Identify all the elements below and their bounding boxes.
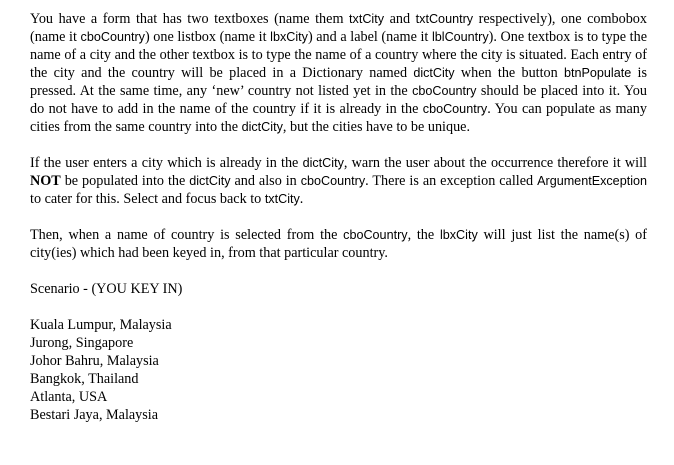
code-term: dictCity bbox=[302, 156, 344, 170]
code-term: dictCity bbox=[241, 120, 283, 134]
text: respectively), one combobox (name it bbox=[30, 11, 647, 45]
text: , warn the user about the occurrence therefore it will bbox=[343, 155, 647, 171]
code-term: cboCountry bbox=[343, 228, 408, 242]
list-item: Jurong, Singapore bbox=[30, 335, 134, 351]
scenario-list bbox=[30, 316, 647, 424]
code-term: dictCity bbox=[413, 66, 455, 80]
code-term: lblCountry bbox=[431, 30, 489, 44]
paragraph-duplicate-warning bbox=[30, 154, 647, 208]
code-term: cboCountry bbox=[422, 102, 488, 116]
text: Then, when a name of country is selected from the bbox=[30, 227, 344, 243]
code-term: ArgumentException bbox=[537, 174, 648, 188]
list-item: Kuala Lumpur, Malaysia bbox=[30, 317, 172, 333]
bold-emphasis: NOT bbox=[30, 173, 61, 189]
paragraph-country-selection bbox=[30, 226, 647, 262]
list-item: Johor Bahru, Malaysia bbox=[30, 353, 159, 369]
list-item: Bangkok, Thailand bbox=[30, 371, 139, 387]
code-term: lbxCity bbox=[439, 228, 478, 242]
text: . bbox=[299, 191, 304, 207]
text: when the button bbox=[454, 65, 565, 81]
code-term: cboCountry bbox=[412, 84, 477, 98]
text: is pressed. At the same time, any ‘new’ country not listed yet in the bbox=[30, 65, 647, 99]
text: You have a form that has two textboxes (name them bbox=[30, 11, 350, 27]
code-term: cboCountry bbox=[80, 30, 145, 44]
text: , the bbox=[407, 227, 440, 243]
text: be populated into the bbox=[60, 173, 190, 189]
text: If the user enters a city which is already in the bbox=[30, 155, 303, 171]
code-term: cboCountry bbox=[300, 174, 366, 188]
code-term: txtCity bbox=[264, 192, 300, 206]
code-term: dictCity bbox=[189, 174, 231, 188]
paragraph-form-description bbox=[30, 10, 647, 136]
text: ). One textbox is to type the name of a city and the other textbox is to type the name of a country where the city is situated. Each entry of the city and the country will be placed in a Dictionary named bbox=[30, 29, 647, 81]
text: will just list the name(s) of city(ies) which had been keyed in, from that particular country. bbox=[30, 227, 648, 261]
text: and also in bbox=[230, 173, 301, 189]
text: should be placed into it. You do not have to add in the name of the country if it is already in the bbox=[30, 83, 647, 117]
code-term: btnPopulate bbox=[564, 66, 632, 80]
code-term: txtCountry bbox=[415, 12, 474, 26]
text: . You can populate as many cities from the same country into the bbox=[30, 101, 647, 135]
code-term: txtCity bbox=[349, 12, 385, 26]
list-item: Bestari Jaya, Malaysia bbox=[30, 407, 159, 423]
list-item: Atlanta, USA bbox=[30, 389, 108, 405]
text: ) and a label (name it bbox=[307, 29, 432, 45]
scenario-heading: Scenario - (YOU KEY IN) bbox=[30, 281, 183, 297]
document-body bbox=[30, 10, 647, 424]
text: to cater for this. Select and focus back to bbox=[30, 191, 265, 207]
code-term: lbxCity bbox=[270, 30, 308, 44]
text: and bbox=[384, 11, 416, 27]
text: . There is an exception called bbox=[365, 173, 538, 189]
text: , but the cities have to be unique. bbox=[282, 119, 471, 135]
text: ) one listbox (name it bbox=[144, 29, 271, 45]
